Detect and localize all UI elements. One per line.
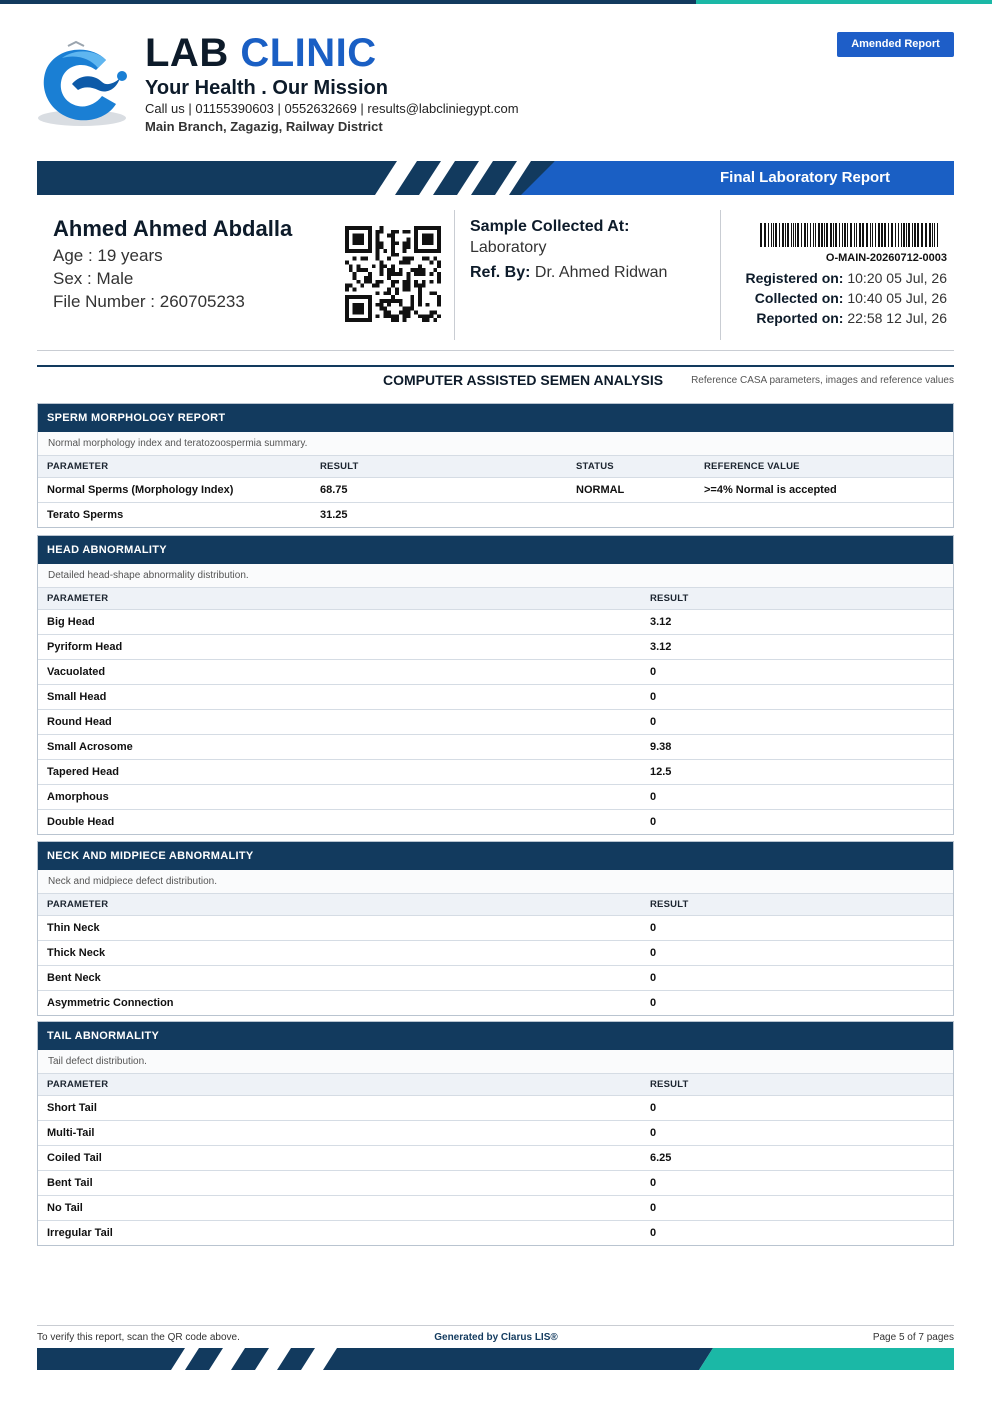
- qr-code-icon: [345, 226, 441, 322]
- top-accent-line: [0, 0, 992, 4]
- parameter-cell: Normal Sperms (Morphology Index): [38, 478, 311, 503]
- clinic-name-part1: LAB: [145, 31, 229, 75]
- report-title: COMPUTER ASSISTED SEMEN ANALYSIS: [383, 372, 664, 388]
- report-note: Reference CASA parameters, images and reference values: [691, 375, 954, 386]
- clinic-contact: Call us | 01155390603 | 0552632669 | results@labcliniegypt.com: [145, 101, 519, 116]
- collected-value: 10:40 05 Jul, 26: [847, 290, 947, 306]
- table-row: [38, 916, 953, 941]
- panel-description: Neck and midpiece defect distribution.: [38, 870, 953, 894]
- column-header: RESULT: [641, 1074, 953, 1096]
- column-header: PARAMETER: [38, 894, 641, 916]
- head-panel: [37, 535, 954, 835]
- parameter-cell: Thick Neck: [38, 941, 641, 966]
- clinic-name: [145, 30, 519, 76]
- value-cell: NORMAL: [567, 478, 695, 503]
- value-cell: 9.38: [641, 735, 953, 760]
- value-cell: 0: [650, 1227, 657, 1239]
- morphology-panel: [37, 403, 954, 528]
- value-cell: 68.75: [311, 478, 567, 503]
- patient-age: Age : 19 years: [53, 246, 163, 265]
- results-table: [38, 894, 953, 1015]
- table-row: [38, 685, 953, 710]
- parameter-cell: Amorphous: [38, 785, 641, 810]
- value-cell: 31.25: [320, 509, 348, 521]
- neck-panel: [37, 841, 954, 1016]
- value-cell: 0: [641, 785, 953, 810]
- sample-collected-value: Laboratory: [470, 239, 547, 256]
- value-cell: 0: [641, 966, 953, 991]
- referrer: [470, 260, 667, 286]
- parameter-cell: Irregular Tail: [47, 1227, 113, 1239]
- table-row: [38, 760, 953, 785]
- column-header: PARAMETER: [38, 588, 641, 610]
- tail-panel: [37, 1021, 954, 1246]
- registered-value: 10:20 05 Jul, 26: [847, 270, 947, 286]
- patient-file-number: File Number : 260705233: [53, 292, 245, 311]
- value-cell: 0: [650, 997, 657, 1009]
- table-row: [38, 610, 953, 635]
- value-cell: 0: [641, 941, 953, 966]
- parameter-cell: Multi-Tail: [38, 1121, 641, 1146]
- value-cell: 0: [650, 816, 657, 828]
- value-cell: >=4% Normal is accepted: [695, 478, 953, 503]
- collected-on: [720, 288, 947, 308]
- divider: [37, 1325, 954, 1326]
- sample-collected-label: Sample Collected At:: [470, 218, 630, 235]
- order-code: O-MAIN-20260712-0003: [825, 252, 947, 264]
- footer-banner: [37, 1348, 954, 1370]
- registered-on: [720, 268, 947, 288]
- report-title-row: [37, 372, 954, 392]
- column-header: PARAMETER: [38, 456, 311, 478]
- column-header: RESULT: [311, 456, 567, 478]
- parameter-cell: Small Acrosome: [38, 735, 641, 760]
- table-row: [38, 735, 953, 760]
- parameter-cell: No Tail: [38, 1196, 641, 1221]
- parameter-cell: Coiled Tail: [38, 1146, 641, 1171]
- page-number: Page 5 of 7 pages: [872, 1332, 954, 1343]
- verify-note: To verify this report, scan the QR code above.: [37, 1332, 240, 1343]
- patient-name: Ahmed Ahmed Abdalla: [53, 216, 293, 241]
- clinic-branch: Main Branch, Zagazig, Railway District: [145, 119, 383, 134]
- parameter-cell: Bent Neck: [38, 966, 641, 991]
- value-cell: 0: [641, 685, 953, 710]
- parameter-cell: Bent Tail: [38, 1171, 641, 1196]
- table-row: [38, 1146, 953, 1171]
- results-table: [38, 1074, 953, 1245]
- panel-description: Normal morphology index and teratozoospermia summary.: [38, 432, 953, 456]
- table-row: [38, 785, 953, 810]
- parameter-cell: Double Head: [47, 816, 115, 828]
- divider: [37, 365, 954, 367]
- registered-label: Registered on:: [745, 270, 844, 286]
- parameter-cell: Asymmetric Connection: [47, 997, 174, 1009]
- collected-label: Collected on:: [754, 290, 844, 306]
- reported-value: 22:58 12 Jul, 26: [847, 310, 947, 326]
- parameter-cell: Pyriform Head: [38, 635, 641, 660]
- value-cell: 0: [641, 916, 953, 941]
- table-row: [38, 810, 953, 835]
- parameter-cell: Round Head: [38, 710, 641, 735]
- amended-report-badge: Amended Report: [837, 32, 954, 57]
- table-row: [38, 1121, 953, 1146]
- results-table: [38, 456, 953, 527]
- table-row: [38, 941, 953, 966]
- table-row: [38, 660, 953, 685]
- table-row: [38, 635, 953, 660]
- table-row: [38, 1196, 953, 1221]
- order-dates: [720, 268, 947, 328]
- column-header: STATUS: [567, 456, 695, 478]
- value-cell: 12.5: [641, 760, 953, 785]
- value-cell: 0: [641, 1096, 953, 1121]
- parameter-cell: Vacuolated: [38, 660, 641, 685]
- panel-title: NECK AND MIDPIECE ABNORMALITY: [38, 842, 953, 870]
- patient-info: [53, 214, 292, 313]
- panel-title: SPERM MORPHOLOGY REPORT: [38, 404, 953, 432]
- panel-title: TAIL ABNORMALITY: [38, 1022, 953, 1050]
- value-cell: 3.12: [641, 635, 953, 660]
- value-cell: 6.25: [641, 1146, 953, 1171]
- table-row: [38, 503, 953, 528]
- value-cell: 0: [641, 660, 953, 685]
- clinic-name-part2: CLINIC: [240, 31, 377, 75]
- parameter-cell: Small Head: [38, 685, 641, 710]
- table-row: [38, 966, 953, 991]
- generated-by: Generated by Clarus LIS®: [434, 1332, 558, 1343]
- results-table: [38, 588, 953, 834]
- clinic-logo-icon: [36, 40, 132, 130]
- panel-title: HEAD ABNORMALITY: [38, 536, 953, 564]
- value-cell: [567, 503, 695, 528]
- table-row: [38, 478, 953, 503]
- parameter-cell: Terato Sperms: [47, 509, 124, 521]
- parameter-cell: Big Head: [38, 610, 641, 635]
- panel-description: Detailed head-shape abnormality distribution.: [38, 564, 953, 588]
- banner-title: Final Laboratory Report: [719, 169, 891, 186]
- referrer-label: Ref. By:: [470, 264, 531, 281]
- referrer-value: Dr. Ahmed Ridwan: [534, 264, 668, 281]
- table-row: [38, 710, 953, 735]
- value-cell: 0: [641, 1196, 953, 1221]
- table-row: [38, 1171, 953, 1196]
- reported-label: Reported on:: [756, 310, 844, 326]
- clinic-tagline: Your Health . Our Mission: [145, 77, 388, 99]
- divider: [454, 210, 455, 340]
- reported-on: [720, 308, 947, 328]
- barcode-icon: [760, 223, 940, 247]
- column-header: RESULT: [641, 894, 953, 916]
- column-header: RESULT: [641, 588, 953, 610]
- panel-description: Tail defect distribution.: [38, 1050, 953, 1074]
- table-row: [38, 991, 953, 1016]
- column-header: REFERENCE VALUE: [695, 456, 953, 478]
- parameter-cell: Short Tail: [38, 1096, 641, 1121]
- value-cell: 0: [641, 1171, 953, 1196]
- divider: [37, 350, 954, 351]
- parameter-cell: Thin Neck: [38, 916, 641, 941]
- table-row: [38, 1096, 953, 1121]
- table-row: [38, 1221, 953, 1246]
- value-cell: 0: [641, 1121, 953, 1146]
- value-cell: 0: [641, 710, 953, 735]
- value-cell: [695, 503, 953, 528]
- column-header: PARAMETER: [38, 1074, 641, 1096]
- value-cell: 3.12: [641, 610, 953, 635]
- sample-info: [470, 216, 667, 286]
- patient-sex: Sex : Male: [53, 269, 134, 288]
- parameter-cell: Tapered Head: [38, 760, 641, 785]
